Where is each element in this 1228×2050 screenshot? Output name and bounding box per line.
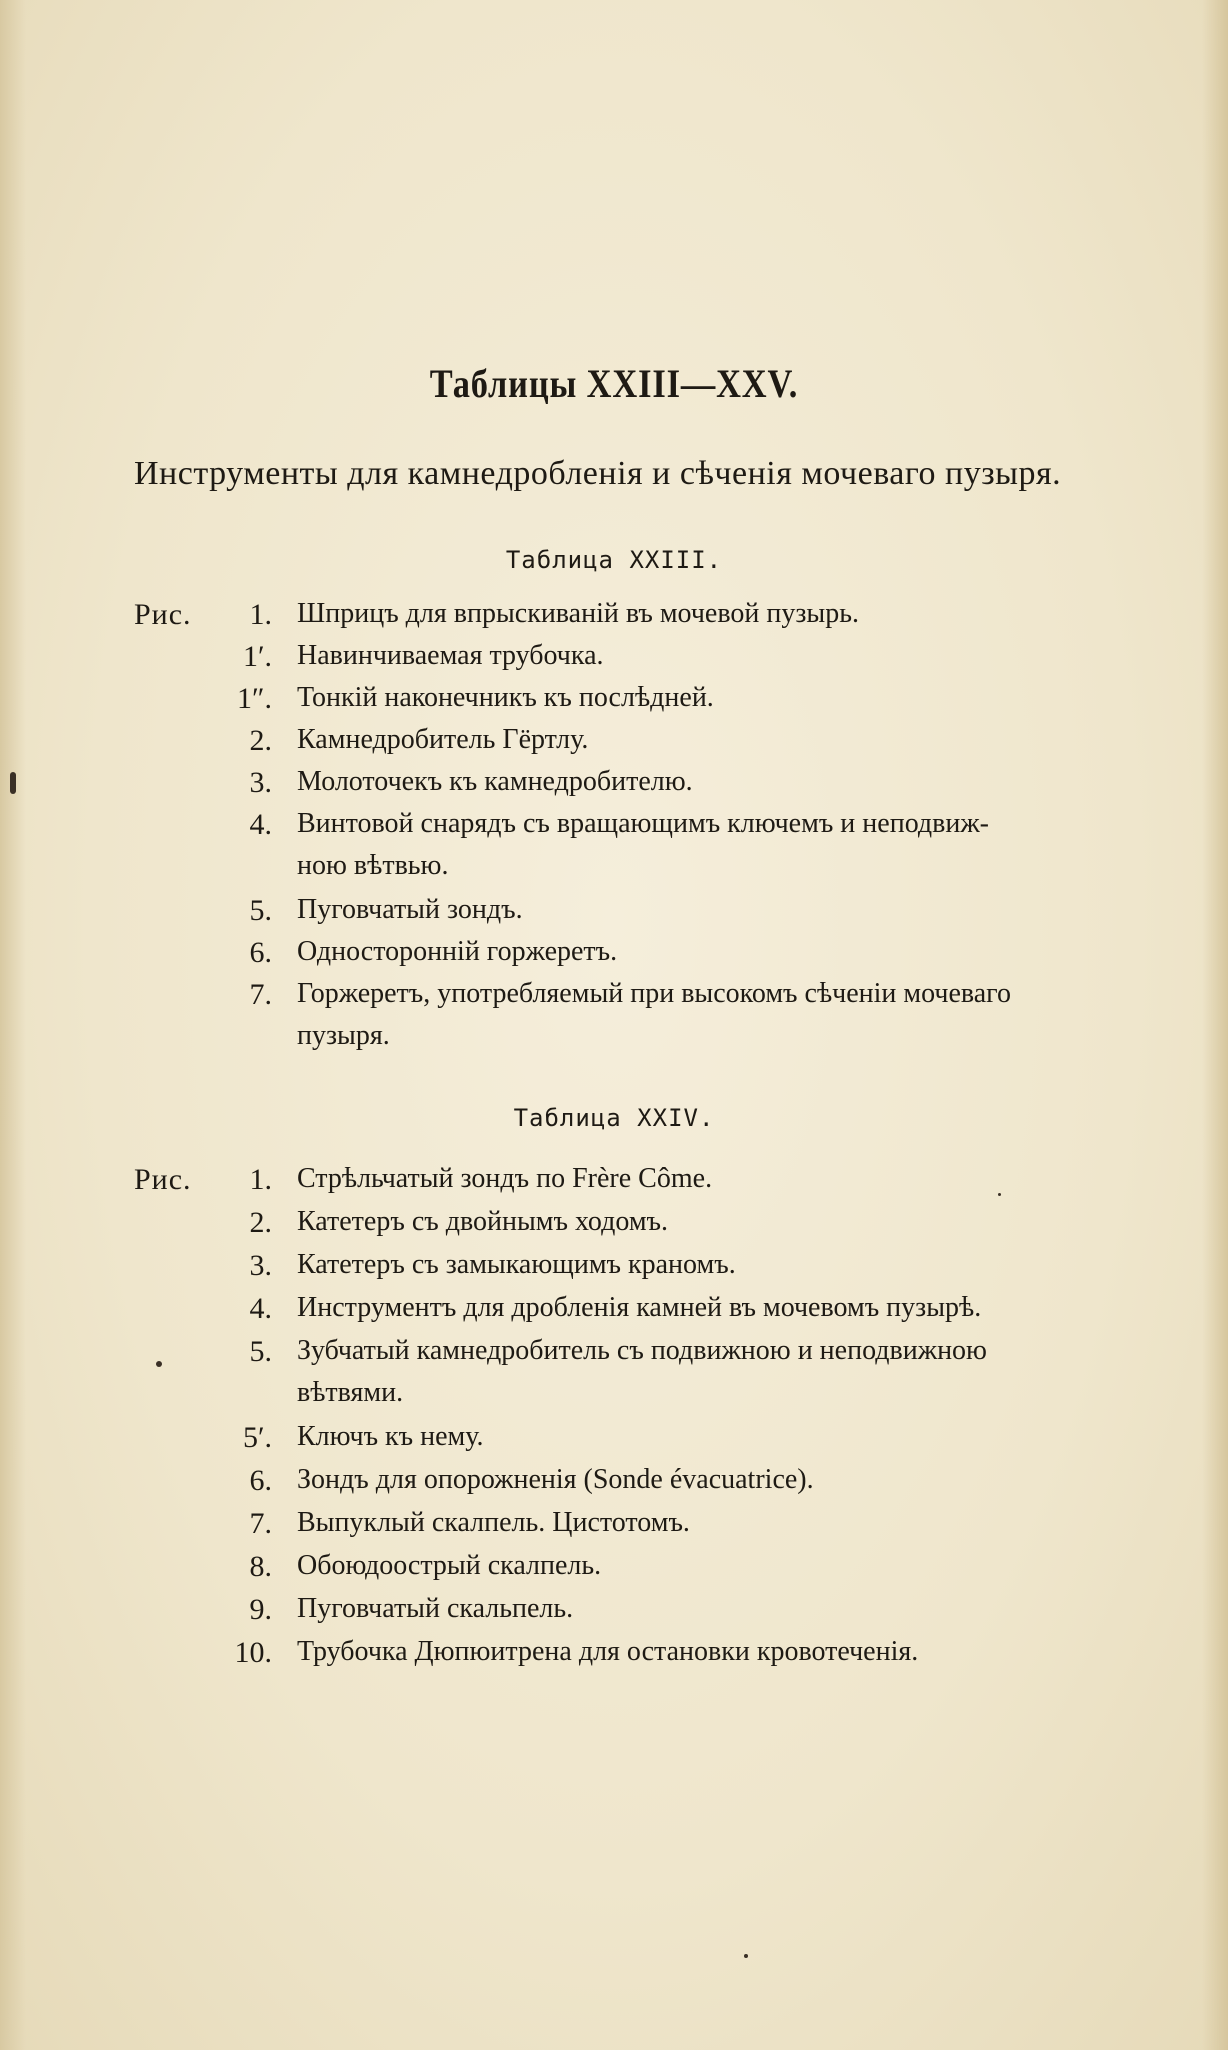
list-item: [0, 724, 1228, 766]
figure-description: Ключъ къ нему.: [297, 1421, 484, 1452]
figure-number: 6.: [249, 936, 272, 969]
figure-description: Винтовой снарядъ съ вращающимъ ключемъ и неподвиж-: [297, 808, 990, 839]
figure-description: Обоюдоострый скалпель.: [297, 1550, 602, 1581]
figure-number: 5.: [249, 894, 272, 927]
paper-speck: [156, 1361, 162, 1367]
figure-description: Тонкій наконечникъ къ послѣдней.: [297, 682, 714, 713]
figure-description: Стрѣльчатый зондъ по Frère Côme.: [297, 1163, 713, 1194]
figure-label: Рис.: [134, 1163, 192, 1196]
figure-description: Камнедробитель Гёртлу.: [297, 724, 589, 755]
figure-description-continuation: ною вѣтвью.: [297, 850, 449, 881]
figure-description: Зондъ для опорожненія (Sonde évacuatrice).: [297, 1464, 814, 1495]
figure-description-continuation: вѣтвями.: [297, 1377, 404, 1408]
paper-speck: [998, 1193, 1001, 1196]
list-item: [0, 682, 1228, 724]
list-item: [0, 1507, 1228, 1549]
figure-number: 10.: [234, 1636, 272, 1669]
figure-description: Молоточекъ къ камнедробителю.: [297, 766, 693, 797]
list-item: [0, 1550, 1228, 1592]
figure-number: 1′.: [242, 640, 272, 673]
figure-description: Катетеръ съ замыкающимъ краномъ.: [297, 1249, 736, 1280]
list-item: [0, 640, 1228, 682]
figure-number: 4.: [249, 1292, 272, 1325]
list-item: [0, 766, 1228, 808]
figure-description: Шприцъ для впрыскиваній въ мочевой пузырь.: [297, 598, 859, 629]
list-item: [0, 1249, 1228, 1291]
list-item: [0, 1464, 1228, 1506]
table-heading-xxiv: Таблица XXIV.: [513, 1104, 715, 1132]
figure-number: 5.: [249, 1335, 272, 1368]
figure-description: Горжеретъ, употребляемый при высокомъ сѣченіи мочеваго: [297, 978, 1011, 1009]
figure-number: 1.: [249, 1163, 272, 1196]
figure-description: Пуговчатый скальпель.: [297, 1593, 574, 1624]
figure-description: Зубчатый камнедробитель съ подвижною и неподвижною: [297, 1335, 987, 1366]
list-item: [0, 808, 1228, 850]
table-heading-xxiii: Таблица XXIII.: [505, 546, 723, 574]
page-edge-right: [1202, 0, 1228, 2050]
figure-description: Выпуклый скалпель. Цистотомъ.: [297, 1507, 690, 1538]
figure-description: Инструментъ для дробленія камней въ мочевомъ пузырѣ.: [297, 1292, 982, 1323]
list-item: [0, 894, 1228, 936]
list-item: [0, 1421, 1228, 1463]
list-item: [0, 598, 1228, 640]
list-item: [0, 1636, 1228, 1678]
figure-number: 2.: [249, 1206, 272, 1239]
figure-description: Катетеръ съ двойнымъ ходомъ.: [297, 1206, 669, 1237]
figure-number: 2.: [249, 724, 272, 757]
list-item: [0, 1335, 1228, 1377]
figure-description: Односторонній горжеретъ.: [297, 936, 618, 967]
figure-number: 7.: [249, 978, 272, 1011]
page-subtitle: Инструменты для камнедробленія и сѣченія мочеваго пузыря.: [134, 455, 1062, 492]
figure-number: 8.: [249, 1550, 272, 1583]
list-item: [0, 1163, 1228, 1205]
list-item: [0, 978, 1228, 1020]
list-item: [0, 936, 1228, 978]
figure-number: 6.: [249, 1464, 272, 1497]
figure-number: 3.: [249, 766, 272, 799]
figure-number: 9.: [249, 1593, 272, 1626]
figure-number: 1.: [249, 598, 272, 631]
page-title: Таблицы XXIII—XXV.: [429, 361, 799, 406]
figure-description: Навинчиваемая трубочка.: [297, 640, 604, 671]
figure-label: Рис.: [134, 598, 192, 631]
figure-number: 7.: [249, 1507, 272, 1540]
figure-number: 3.: [249, 1249, 272, 1282]
list-item: [0, 1292, 1228, 1334]
figure-description: Пуговчатый зондъ.: [297, 894, 523, 925]
paper-speck: [10, 772, 16, 794]
paper-speck: [744, 1954, 748, 1958]
figure-number: 4.: [249, 808, 272, 841]
figure-number: 5′.: [242, 1421, 272, 1454]
figure-number: 1″.: [237, 682, 272, 715]
list-item: [0, 1206, 1228, 1248]
list-item: [0, 1593, 1228, 1635]
page-edge-left: [0, 0, 26, 2050]
figure-description: Трубочка Дюпюитрена для остановки кровотеченія.: [297, 1636, 919, 1667]
figure-description-continuation: пузыря.: [297, 1020, 390, 1051]
